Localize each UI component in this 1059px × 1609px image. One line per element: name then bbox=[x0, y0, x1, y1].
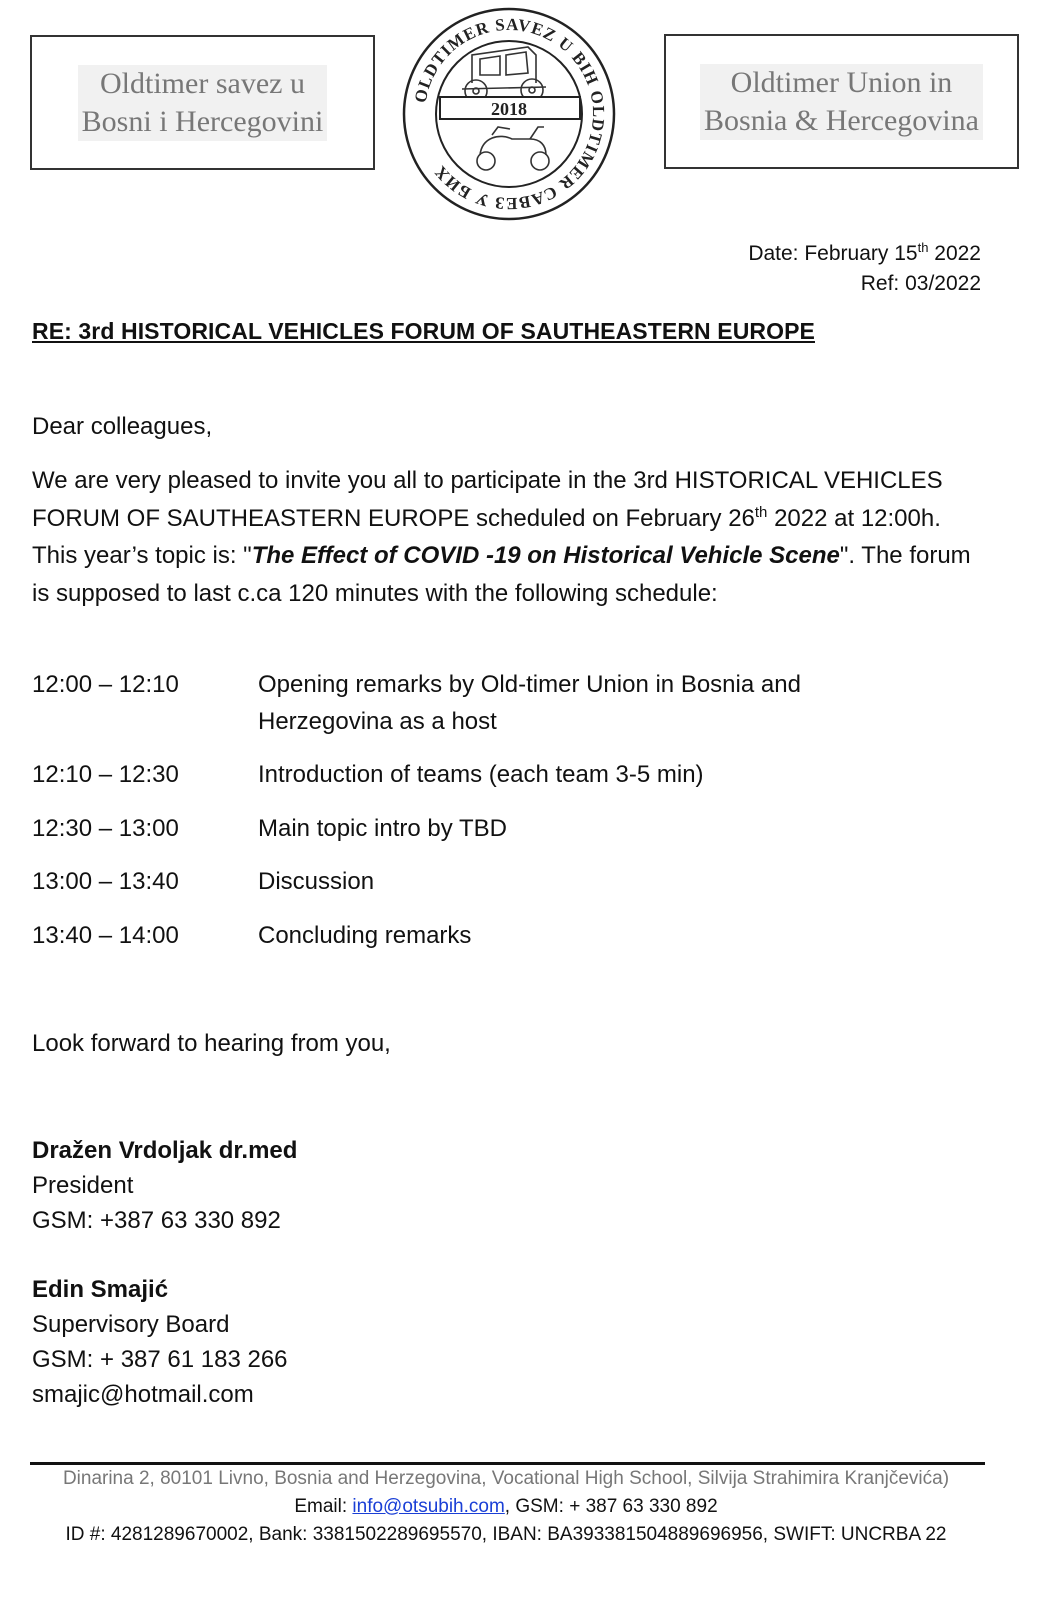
signatory-email[interactable]: smajic@hotmail.com bbox=[32, 1381, 254, 1408]
schedule-time: 13:40 – 14:00 bbox=[32, 922, 179, 949]
header-name-box-local bbox=[30, 35, 375, 170]
logo-year: 2018 bbox=[491, 99, 527, 119]
logo-ring-text: OLDTIMER SAVEZ U BIH OLDTIMER САВЕЗ У БИХ bbox=[410, 14, 609, 214]
invitation-text-b: 2022 at 12:00h. This year’s topic is: " bbox=[32, 504, 941, 569]
letter-greeting: Dear colleagues, bbox=[32, 413, 213, 440]
forum-topic: The Effect of COVID -19 on Historical Vehicle Scene bbox=[251, 542, 840, 569]
schedule-item: Introduction of teams (each team 3-5 min) bbox=[258, 761, 704, 788]
letter-subject: RE: 3rd HISTORICAL VEHICLES FORUM OF SAUTHEASTERN EUROPE bbox=[32, 318, 815, 344]
schedule-time: 13:00 – 13:40 bbox=[32, 868, 179, 895]
letter-reference: Ref: 03/2022 bbox=[860, 272, 981, 295]
header-name-english-text bbox=[700, 64, 983, 140]
header-name-english-line2: Bosnia & Hercegovina bbox=[704, 103, 979, 137]
letter-closing: Look forward to hearing from you, bbox=[32, 1030, 391, 1057]
union-logo-seal bbox=[400, 5, 618, 223]
footer-bank-details: ID #: 4281289670002, Bank: 3381502289695570, IBAN: BA393381504889696956, SWIFT: UNCRBA 22 bbox=[65, 1524, 947, 1545]
date-suffix: 2022 bbox=[928, 242, 981, 265]
header-name-local-line2: Bosni i Hercegovini bbox=[81, 104, 324, 138]
schedule-item: Concluding remarks bbox=[258, 922, 472, 949]
letter-date bbox=[748, 240, 981, 266]
footer-divider bbox=[30, 1462, 985, 1465]
header-name-local-line1: Oldtimer savez u bbox=[100, 66, 305, 100]
signatory-gsm: GSM: + 387 61 183 266 bbox=[32, 1346, 288, 1373]
header-name-box-english bbox=[664, 34, 1019, 169]
invitation-text-a: We are very pleased to invite you all to participate in the 3rd HISTORICAL VEHICLES FORUM OF SAUTHEASTERN EUROPE scheduled on February 26 bbox=[32, 467, 943, 532]
footer-gsm: , GSM: + 387 63 330 892 bbox=[504, 1496, 718, 1517]
schedule-time: 12:00 – 12:10 bbox=[32, 671, 179, 698]
invitation-paragraph bbox=[32, 462, 982, 612]
schedule-time: 12:30 – 13:00 bbox=[32, 815, 179, 842]
footer-email-label: Email: bbox=[294, 1496, 353, 1517]
signatory-president bbox=[32, 1133, 297, 1238]
footer-email-link[interactable]: info@otsubih.com bbox=[352, 1496, 505, 1517]
signatory-name: Dražen Vrdoljak dr.med bbox=[32, 1137, 298, 1164]
footer-address: Dinarina 2, 80101 Livno, Bosnia and Herzegovina, Vocational High School, Silvija Strahimira Kranjčevića) bbox=[62, 1468, 950, 1489]
invitation-text-c: ". The forum is supposed to last c.ca 120 minutes with the following schedule: bbox=[32, 542, 971, 607]
header-name-english-line1: Oldtimer Union in bbox=[730, 65, 953, 99]
signatory-role: Supervisory Board bbox=[32, 1311, 230, 1338]
footer-contact bbox=[0, 1496, 1012, 1518]
date-prefix: Date: February 15 bbox=[748, 242, 918, 265]
union-logo-svg bbox=[400, 5, 618, 223]
signatory-supervisory-board bbox=[32, 1272, 288, 1412]
vintage-scooter-icon bbox=[477, 127, 549, 170]
vintage-car-icon bbox=[462, 47, 546, 102]
schedule-item: Main topic intro by TBD bbox=[258, 815, 507, 842]
schedule-item: Opening remarks by Old-timer Union in Bosnia and Herzegovina as a host bbox=[258, 671, 801, 735]
schedule-item: Discussion bbox=[258, 868, 375, 895]
header-name-local-text bbox=[78, 65, 328, 141]
schedule-time: 12:10 – 12:30 bbox=[32, 761, 179, 788]
signatory-gsm: GSM: +387 63 330 892 bbox=[32, 1207, 281, 1234]
signatory-role: President bbox=[32, 1172, 134, 1199]
signatory-name: Edin Smajić bbox=[32, 1276, 169, 1303]
date-ordinal: th bbox=[917, 240, 929, 255]
invitation-ordinal: th bbox=[754, 503, 768, 521]
